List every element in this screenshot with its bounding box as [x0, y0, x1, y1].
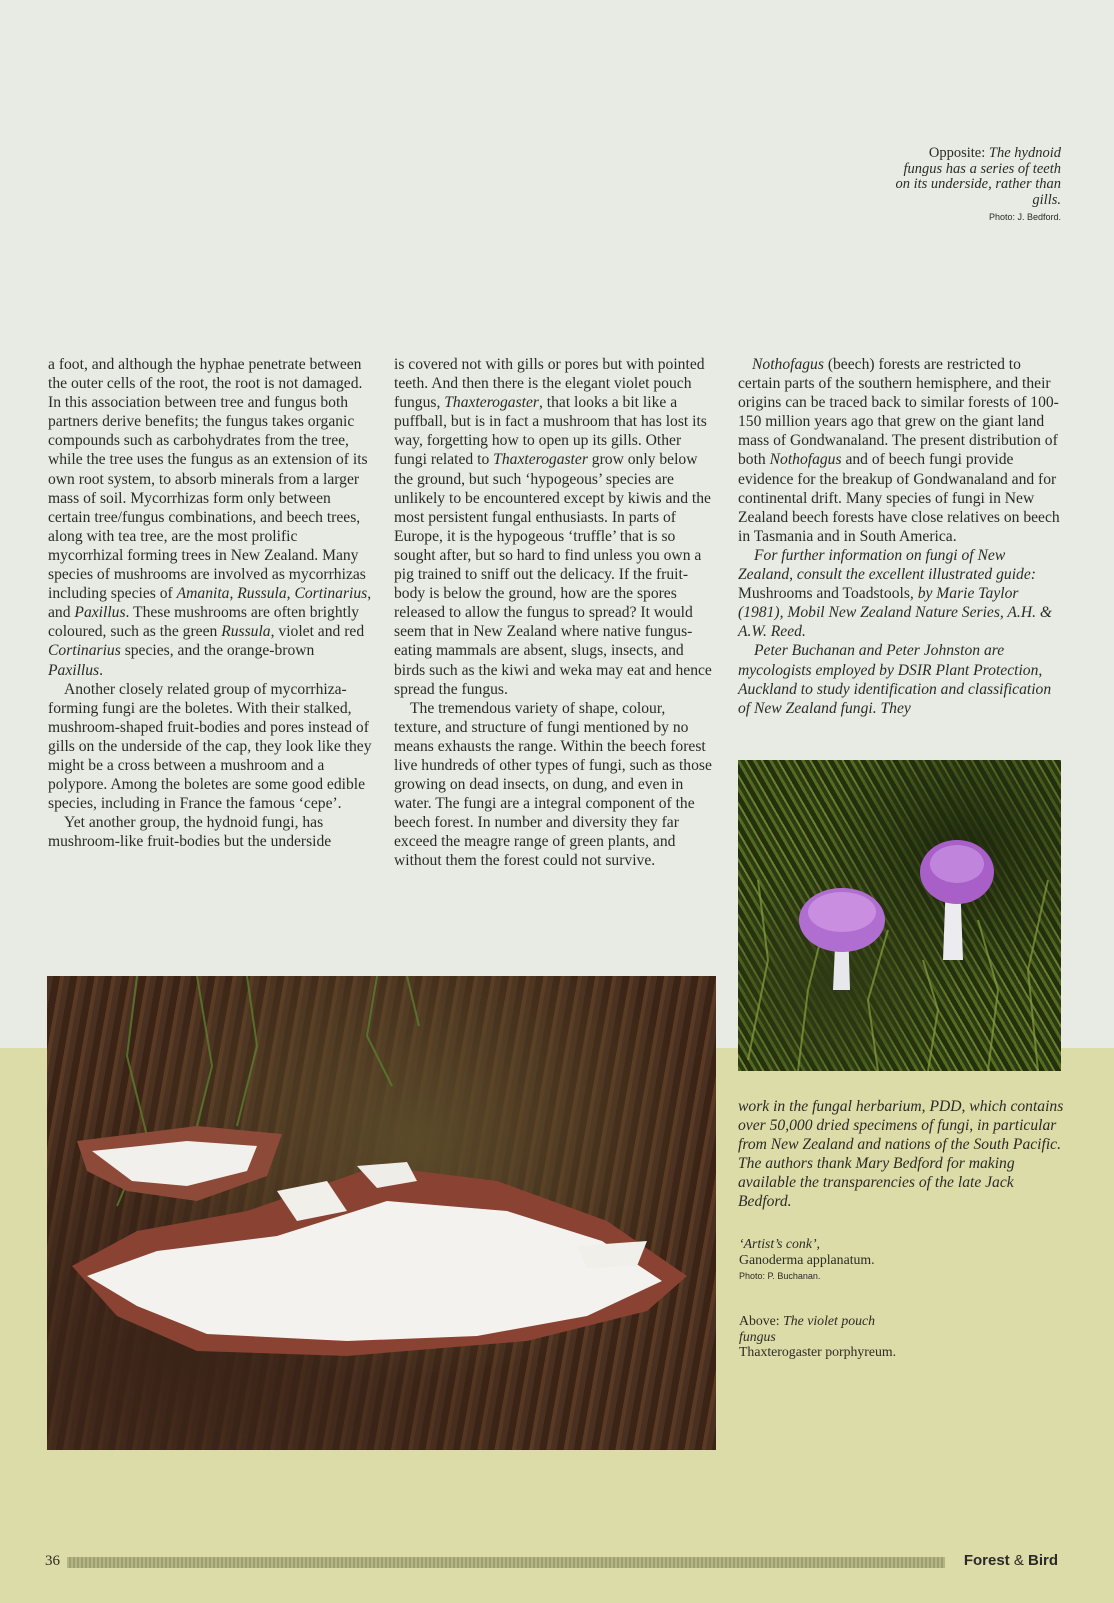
caption-text: The hydnoid fungus has a series of teeth on its underside, rather than gills.	[895, 145, 1061, 208]
caption-opposite-photo	[891, 146, 1061, 226]
article-column-2	[394, 355, 716, 871]
caption-lead: Opposite:	[928, 145, 989, 161]
photo-credit: Photo: P. Buchanan.	[739, 1271, 821, 1281]
caption-violet-fungus	[739, 1313, 899, 1360]
paragraph: Nothofagus (beech) forests are restricted to certain parts of the southern hemisphere, and their origins can be traced back to similar forests of 100-150 million years ago that grew on the giant land mass of Gondwanaland. The present distribution of both Nothofagus and of beech fungi provide evidence for the breakup of Gondwanaland and for continental drift. Many species of fungi in New Zealand beech forests have close relatives on beech in Tasmania and in South America.	[738, 356, 1060, 545]
paragraph: is covered not with gills or pores but with pointed teeth. And then there is the elegant violet pouch fungus, Thaxterogaster, that looks a bit like a puffball, but is in fact a mushroom that has lost its way, forgetting how to open up its gills. Other fungi related to Thaxterogaster grow only below the ground, but such ‘hypogeous’ species are unlikely to be encountered except by kiwis and the most persistent fungal enthusiasts. In parts of Europe, it is the hypogeous ‘truffle’ that is so sought after, but so hard to find unless you own a pig trained to sniff out the delicacy. If the fruit-body is below the ground, how are the spores released to allow the fungus to spread? It would seem that in New Zealand where native fungus-eating mammals are absent, slugs, insects, and birds such as the kiwi and weka may eat and hence spread the fungus.	[394, 356, 712, 698]
paragraph: For further information on fungi of New Zealand, consult the excellent illustrated guide: Mushrooms and Toadstools, by Marie Taylor (1981), Mobil New Zealand Nature Series, A.H. & A.W. Reed.	[738, 546, 1053, 641]
article-column-3-continued	[738, 1097, 1068, 1212]
paragraph: Yet another group, the hydnoid fungi, has mushroom-like fruit-bodies but the underside	[48, 814, 332, 851]
footer-rule	[67, 1557, 945, 1568]
paragraph: Peter Buchanan and Peter Johnston are mycologists employed by DSIR Plant Protection, Auckland to study identification and classification of New Zealand fungi. They	[738, 642, 1052, 717]
photo-violet-pouch-fungus	[738, 760, 1061, 1071]
article-column-1	[48, 355, 372, 851]
page-footer	[45, 1551, 1060, 1575]
photo-credit: Photo: J. Bedford.	[988, 212, 1061, 222]
paragraph: Another closely related group of mycorrhiza-forming fungi are the boletes. With their stalked, mushroom-shaped fruit-bodies and pores instead of gills on the underside of the cap, they look like they might be a cross between a mushroom and a polypore. Among the boletes are some good edible species, including in France the famous ‘cepe’.	[48, 680, 372, 813]
paragraph: work in the fungal herbarium, PDD, which contains over 50,000 dried specimens of fungi, in particular from New Zealand and nations of the South Pacific. The authors thank Mary Bedford for making available the transparencies of the late Jack Bedford.	[738, 1098, 1064, 1211]
page-number: 36	[45, 1553, 60, 1569]
paragraph: a foot, and although the hyphae penetrate between the outer cells of the root, the root is not damaged. In this association between tree and fungus both partners derive benefits; the fungus takes organic compounds such as carbohydrates from the tree, while the tree uses the fungus as an extension of its own root system, to absorb minerals from a larger mass of soil. Mycorrhizas form only between certain tree/fungus combinations, and beech trees, along with tea tree, are the most prolific mycorrhizal forming trees in New Zealand. Many species of mushrooms are involved as mycorrhizas including species of Amanita, Russula, Cortinarius, and Paxillus. These mushrooms are often brightly coloured, such as the green Russula, violet and red Cortinarius species, and the orange-brown Paxillus.	[48, 356, 372, 679]
caption-species: Thaxterogaster porphyreum.	[739, 1344, 897, 1359]
caption-species: Ganoderma applanatum.	[739, 1251, 875, 1267]
caption-text: The violet pouch fungus	[739, 1313, 876, 1344]
caption-artists-conk	[739, 1236, 899, 1285]
magazine-title: Forest & Bird	[963, 1552, 1058, 1569]
paragraph: The tremendous variety of shape, colour, texture, and structure of fungi mentioned by no means exhausts the range. Within the beech forest live hundreds of other types of fungi, such as those growing on dead insects, on dung, and even in water. The fungi are a integral component of the beech forest. In number and diversity they far exceed the meagre range of green plants, and without them the forest could not survive.	[394, 699, 712, 870]
photo-artists-conk	[47, 976, 716, 1450]
caption-lead: Above:	[739, 1313, 784, 1328]
article-column-3	[738, 355, 1062, 718]
caption-title: ‘Artist’s conk’,	[739, 1236, 820, 1251]
